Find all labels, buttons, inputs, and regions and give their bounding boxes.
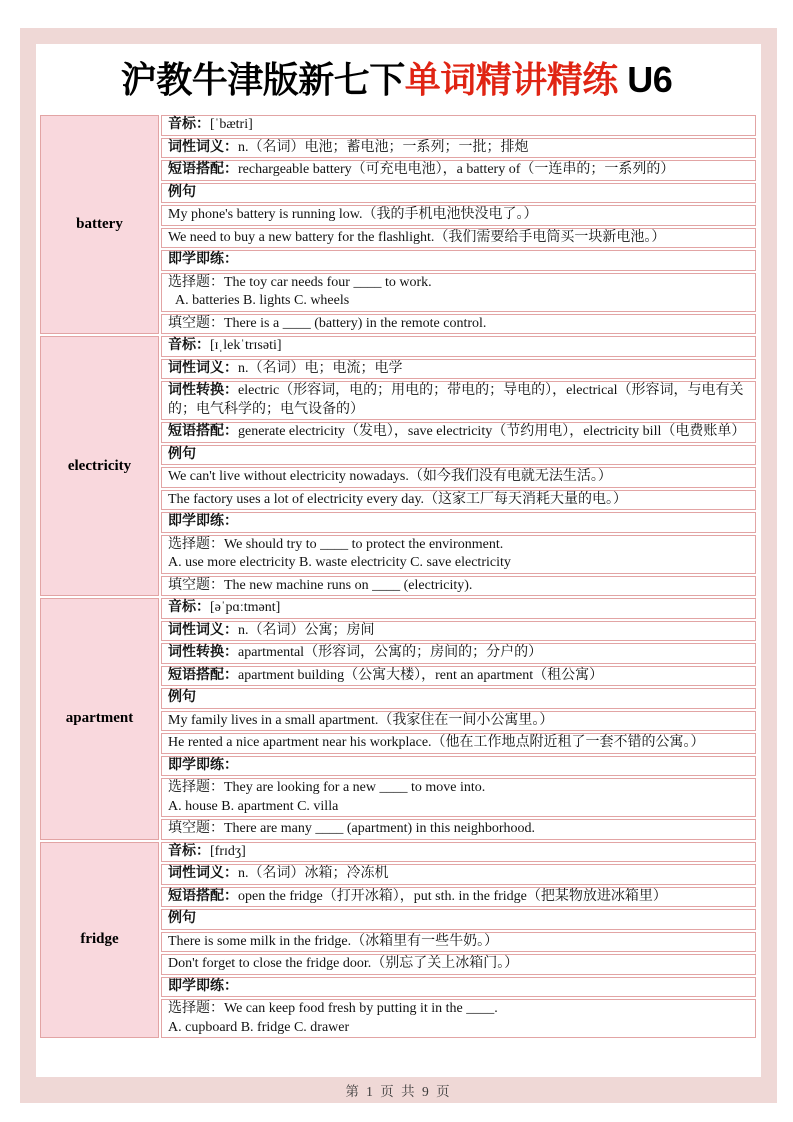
page-border-top	[20, 28, 777, 44]
row-label: 词性词义：	[168, 866, 238, 881]
table-row	[161, 977, 756, 998]
table-row	[161, 535, 756, 574]
table-row	[161, 576, 756, 597]
title-black-part: 沪教牛津版新七下	[120, 59, 405, 100]
row-label: 即学即练：	[168, 252, 238, 267]
table-row	[161, 250, 756, 271]
row-text: There is some milk in the fridge.（冰箱里有一些牛奶。）	[168, 933, 499, 949]
row-line: 选择题：We should try to ____ to protect the environment.	[168, 536, 504, 552]
row-label: 词性转换：	[168, 645, 238, 660]
table-row	[161, 688, 756, 709]
row-label: 例句	[168, 184, 196, 200]
row-line: 选择题：We can keep food fresh by putting it in the ____.	[168, 1001, 498, 1016]
row-label: 即学即练：	[168, 978, 238, 994]
row-text: [ˈbætri]	[210, 117, 253, 132]
table-row	[161, 467, 756, 488]
table-row	[161, 887, 756, 908]
entry-word: battery	[40, 115, 159, 334]
row-label: 音标：	[168, 338, 210, 353]
table-row	[161, 228, 756, 249]
table-row	[161, 954, 756, 975]
row-label: 短语搭配：	[168, 667, 238, 683]
table-row	[161, 381, 756, 420]
table-row	[161, 621, 756, 642]
row-text: apartment building（公寓大楼），rent an apartment（租公寓）	[238, 667, 604, 683]
table-row	[161, 999, 756, 1038]
row-label: 短语搭配：	[168, 888, 238, 904]
entry-rows	[161, 115, 756, 336]
row-label: 即学即练：	[168, 514, 238, 529]
table-row	[161, 512, 756, 533]
table-row	[161, 138, 756, 159]
row-text: [frɪdʒ]	[210, 843, 246, 859]
row-label: 词性词义：	[168, 139, 238, 155]
row-line: A. batteries B. lights C. wheels	[168, 293, 350, 308]
table-row	[161, 359, 756, 380]
page-footer: 第 1 页 共 9 页	[345, 1084, 452, 1099]
entry-rows	[161, 598, 756, 842]
table-row	[161, 336, 756, 357]
title-unit-part: U6	[617, 59, 673, 100]
row-line: 选择题：They are looking for a new ____ to move into.	[168, 780, 486, 795]
row-label: 词性词义：	[168, 622, 238, 638]
table-row	[161, 778, 756, 817]
row-text: generate electricity（发电），save electricity（节约用电），electricity bill（电费账单）	[238, 424, 746, 439]
table-row	[161, 909, 756, 930]
row-line: A. cupboard B. fridge C. drawer	[168, 1019, 350, 1035]
table-row	[161, 314, 756, 335]
row-text: n.（名词）电；电流；电学	[238, 360, 403, 376]
row-text: [əˈpɑːtmənt]	[210, 600, 281, 615]
row-text: rechargeable battery（可充电电池），a battery of（一连串的；一系列的）	[238, 162, 675, 177]
table-row	[161, 932, 756, 953]
row-label: 例句	[168, 446, 196, 462]
title-red-part: 单词精讲精练	[404, 59, 618, 100]
table-row	[161, 273, 756, 312]
row-label: 音标：	[168, 117, 210, 132]
page-title	[0, 52, 793, 103]
vocab-table	[40, 115, 756, 1040]
row-text: electric（形容词，电的；用电的；带电的；导电的），electrical（形容词，与电有关的；电气科学的；电气设备的）	[168, 383, 744, 417]
row-text: 填空题：There are many ____ (apartment) in this neighborhood.	[168, 821, 536, 836]
entry-word: apartment	[40, 598, 159, 840]
row-label: 词性词义：	[168, 360, 238, 376]
row-line: 选择题：The toy car needs four ____ to work.	[168, 274, 432, 290]
page-border-bottom	[20, 1077, 777, 1103]
row-text: We need to buy a new battery for the flashlight.（我们需要给手电筒买一块新电池。）	[168, 229, 666, 245]
entry-section-apartment	[40, 598, 756, 842]
entry-section-fridge	[40, 842, 756, 1041]
row-label: 音标：	[168, 600, 210, 615]
row-text: Don't forget to close the fridge door.（别忘了关上冰箱门。）	[168, 956, 519, 971]
table-row	[161, 160, 756, 181]
table-row	[161, 183, 756, 204]
row-text: [ɪˌlekˈtrɪsəti]	[210, 338, 282, 353]
row-text: 填空题：The new machine runs on ____ (electricity).	[168, 577, 473, 593]
row-label: 例句	[168, 911, 196, 926]
row-text: My phone's battery is running low.（我的手机电池快没电了。）	[168, 207, 538, 222]
table-row	[161, 115, 756, 136]
row-text: n.（名词）电池；蓄电池；一系列；一批；排炮	[238, 139, 529, 155]
row-text: n.（名词）公寓；房间	[238, 622, 375, 638]
row-text: He rented a nice apartment near his workplace.（他在工作地点附近租了一套不错的公寓。）	[168, 735, 705, 750]
table-row	[161, 842, 756, 863]
table-row	[161, 445, 756, 466]
table-row	[161, 711, 756, 732]
entry-rows	[161, 842, 756, 1041]
row-line: A. use more electricity B. waste electricity C. save electricity	[168, 555, 511, 570]
row-text: We can't live without electricity nowadays.（如今我们没有电就无法生活。）	[168, 469, 612, 484]
row-label: 短语搭配：	[168, 424, 238, 439]
table-row	[161, 490, 756, 511]
row-text: 填空题：There is a ____ (battery) in the remote control.	[168, 315, 487, 331]
table-row	[161, 205, 756, 226]
row-text: The factory uses a lot of electricity every day.（这家工厂每天消耗大量的电。）	[168, 491, 628, 507]
table-row	[161, 733, 756, 754]
table-row	[161, 819, 756, 840]
row-text: n.（名词）冰箱；冷冻机	[238, 866, 389, 881]
entry-section-electricity	[40, 336, 756, 598]
row-label: 例句	[168, 690, 196, 705]
row-line: A. house B. apartment C. villa	[168, 798, 339, 814]
table-row	[161, 666, 756, 687]
row-label: 即学即练：	[168, 757, 238, 773]
row-label: 词性转换：	[168, 383, 238, 398]
row-text: My family lives in a small apartment.（我家住在一间小公寓里。）	[168, 712, 554, 728]
table-row	[161, 643, 756, 664]
page-border-right	[761, 28, 777, 1103]
table-row	[161, 422, 756, 443]
table-row	[161, 864, 756, 885]
entry-word: fridge	[40, 842, 159, 1039]
entry-word: electricity	[40, 336, 159, 596]
table-row	[161, 598, 756, 619]
entry-section-battery	[40, 115, 756, 336]
row-text: apartmental（形容词，公寓的；房间的；分户的）	[238, 645, 543, 660]
entry-rows	[161, 336, 756, 598]
table-row	[161, 756, 756, 777]
row-text: open the fridge（打开冰箱），put sth. in the fridge（把某物放进冰箱里）	[238, 888, 667, 904]
row-label: 短语搭配：	[168, 162, 238, 177]
row-label: 音标：	[168, 843, 210, 859]
page-border-left	[20, 28, 36, 1103]
